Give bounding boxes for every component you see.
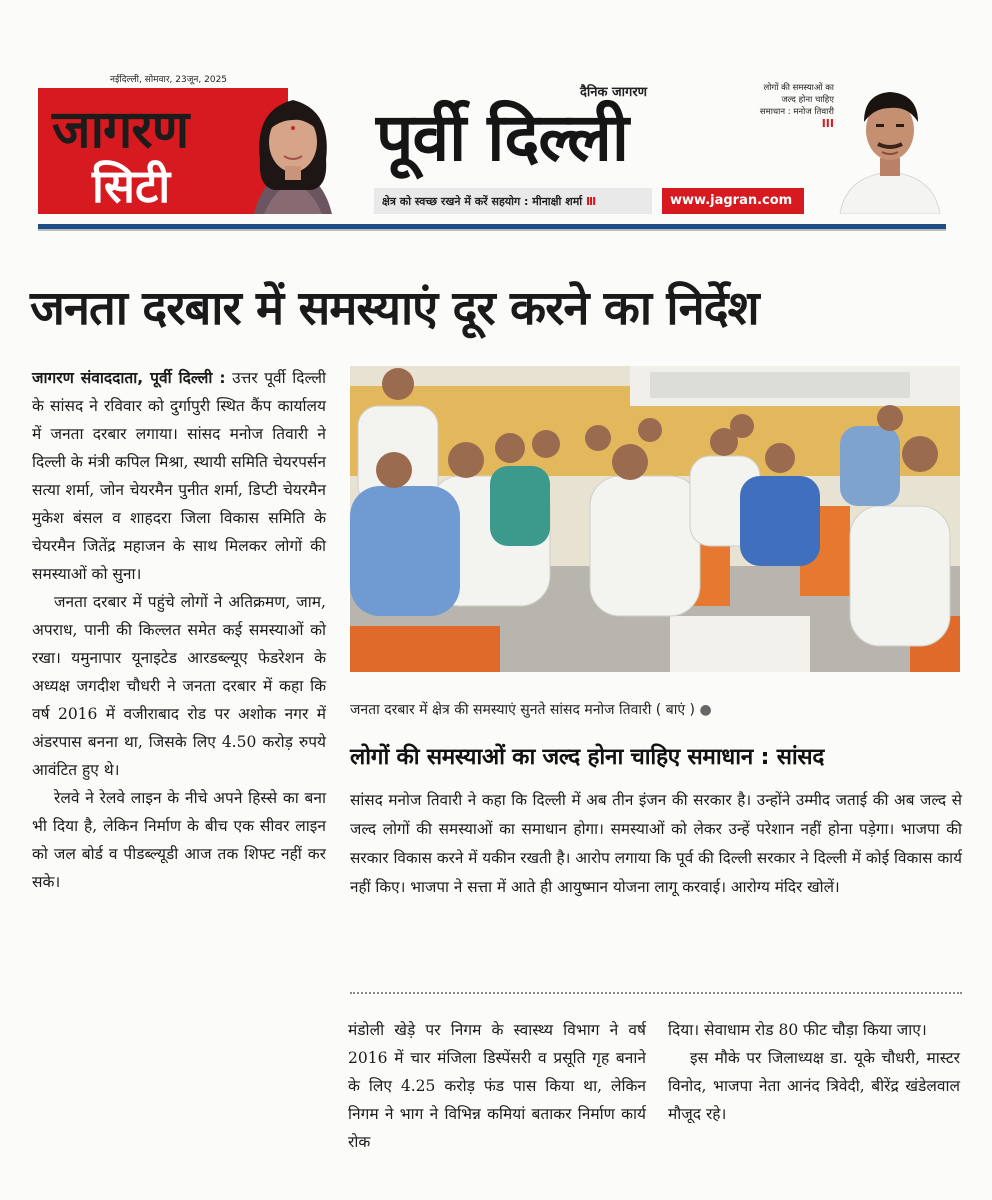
columnist-portrait bbox=[224, 90, 362, 214]
section-divider bbox=[350, 992, 962, 994]
paragraph-1 bbox=[32, 364, 326, 588]
website-link[interactable]: www.jagran.com bbox=[662, 188, 804, 214]
logo-top-text: जागरण bbox=[52, 100, 189, 160]
headline: जनता दरबार में समस्याएं दूर करने का निर्देश bbox=[30, 281, 759, 336]
column-3-paragraph-2: इस मौके पर जिलाध्यक्ष डा. यूके चौधरी, मास्टर विनोद, भाजपा नेता आनंद त्रिवेदी, बीरेंद्र खंडेलवाल मौजूद रहे। bbox=[668, 1049, 960, 1123]
masthead-quote bbox=[754, 82, 834, 130]
column-2-paragraph: मंडोली खेड़े पर निगम के स्वास्थ्य विभाग ने वर्ष 2016 में चार मंजिला डिस्पेंसरी व प्रसूति गृह बनाने के लिए 4.25 करोड़ फंड पास किया था, लेकिन निगम ने भाग ने विभिन्न कमियां बताकर निर्माण कार्य रोक bbox=[348, 1021, 646, 1151]
article-column-2 bbox=[348, 1016, 646, 1156]
byline: जागरण संवाददाता, पूर्वी दिल्ली : bbox=[32, 369, 226, 387]
janta-darbar-photo bbox=[350, 366, 960, 672]
logo-bottom-text: सिटी bbox=[92, 159, 171, 213]
quote-marker: III bbox=[821, 117, 834, 130]
mp-portrait bbox=[836, 80, 944, 214]
paragraph-2: जनता दरबार में पहुंचे लोगों ने अतिक्रमण, जाम, अपराध, पानी की किल्लत समेत कई समस्याओं को रखा। यमुनापार यूनाइटेड आरडब्ल्यूए फेडरेशन के अध्यक्ष जगदीश चौधरी ने जनता दरबार में कहा कि वर्ष 2016 में वजीराबाद रोड पर अशोक नगर में अंडरपास बनना था, जिसके लिए 4.50 करोड़ रुपये आवंटित हुए थे। bbox=[32, 593, 326, 779]
article-column-3 bbox=[668, 1016, 960, 1128]
article-column-1 bbox=[32, 364, 326, 896]
caption-marker: ● bbox=[699, 702, 712, 718]
brand-name-small: दैनिक जागरण bbox=[580, 85, 648, 100]
strap-text: क्षेत्र को स्वच्छ रखने में करें सहयोग : मीनाक्षी शर्मा bbox=[382, 195, 583, 208]
column-3-paragraph-1: दिया। सेवाधाम रोड 80 फीट चौड़ा किया जाए। bbox=[668, 1021, 927, 1039]
quote-text: लोगों की समस्याओं का जल्द होना चाहिए समाधान : मनोज तिवारी bbox=[759, 83, 834, 117]
masthead bbox=[36, 60, 946, 232]
photo-caption-text: जनता दरबार में क्षेत्र की समस्याएं सुनते सांसद मनोज तिवारी ( बाएं ) bbox=[350, 702, 695, 718]
subheadline: लोगों की समस्याओं का जल्द होना चाहिए समाधान : सांसद bbox=[350, 744, 824, 770]
masthead-rule-thin bbox=[38, 229, 946, 231]
dateline: नईदिल्ली, सोमवार, 23जून, 2025 bbox=[110, 75, 228, 85]
paragraph-1-text: उत्तर पूर्वी दिल्ली के सांसद ने रविवार को दुर्गापुरी स्थित कैंप कार्यालय में जनता दरबार लगाया। सांसद मनोज तिवारी ने दिल्ली के मंत्री कपिल मिश्रा, स्थायी समिति चेयरपर्सन सत्या शर्मा, जोन चेयरमैन पुनीत शर्मा, डिप्टी चेयरमैन मुकेश बंसल व शाहदरा जिला विकास समिति के चेयरमैन जितेंद्र महाजन के साथ मिलकर लोगों की समस्याओं को सुना। bbox=[32, 369, 326, 583]
masthead-strap bbox=[374, 188, 652, 214]
strap-marker: III bbox=[585, 195, 596, 208]
subhead-body: सांसद मनोज तिवारी ने कहा कि दिल्ली में अब तीन इंजन की सरकार है। उन्होंने उम्मीद जताई की अब जल्द से जल्द लोगों की समस्याओं का समाधान होगा। समस्याओं को लेकर उन्हें परेशान नहीं होना पड़ेगा। भाजपा की सरकार विकास करने में यकीन रखती है। आरोप लगाया कि पूर्व की दिल्ली सरकार ने दिल्ली में कोई विकास कार्य नहीं किए। भाजपा ने सत्ता में आते ही आयुष्मान योजना लागू करवाई। आरोग्य मंदिर खोलें। bbox=[350, 791, 962, 896]
paragraph-3: रेलवे ने रेलवे लाइन के नीचे अपने हिस्से का बना भी दिया है, लेकिन निर्माण के बीच एक सीवर लाइन को जल बोर्ड व पीडब्ल्यूडी आज तक शिफ्ट नहीं कर सके। bbox=[32, 789, 326, 891]
edition-title: पूर्वी दिल्ली bbox=[376, 99, 629, 176]
photo-caption bbox=[350, 700, 960, 719]
